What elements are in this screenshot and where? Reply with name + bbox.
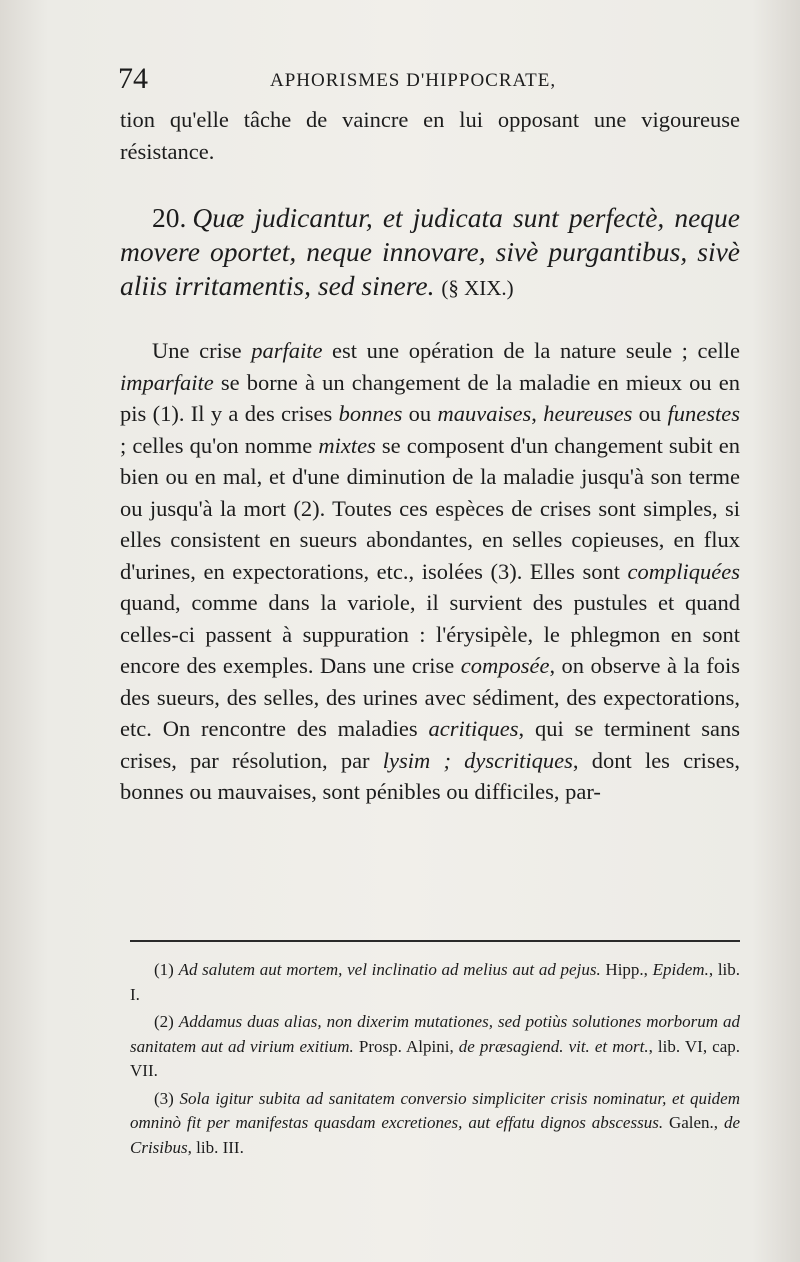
page-body	[120, 104, 740, 808]
footnote-3: (3) Sola igitur subita ad sanitatem conversio simpliciter crisis nominatur, et quidem omninò fit per manifestas quasdam excretiones, aut effatu dignos abscessus. Galen., de Crisibus, lib. III.	[130, 1088, 741, 1157]
footnote-2: (2) Addamus duas alias, non dixerim mutationes, sed potiùs solutiones morborum ad sanitatem aut ad virium exitium. Prosp. Alpini, de præsagiend. vit. et mort., lib. VI, cap. VII.	[130, 1012, 741, 1080]
page-number: 74	[118, 62, 148, 95]
footnotes	[130, 958, 740, 1163]
aphorism-reference: (§ XIX.)	[441, 276, 514, 300]
page-header	[118, 62, 738, 102]
running-title: APHORISMES D'HIPPOCRATE,	[270, 70, 557, 91]
aphorism-number: 20.	[152, 202, 187, 233]
footnote-1: (1) Ad salutem aut mortem, vel inclinatio ad melius aut ad pejus. Hipp., Epidem., lib. I.	[130, 960, 741, 1004]
carryover-text: tion qu'elle tâche de vaincre en lui opposant une vigoureuse résistance.	[120, 107, 740, 164]
footnote-rule	[130, 940, 740, 942]
aphorism-latin: Quæ judicantur, et judicata sunt perfectè, neque movere oportet, neque innovare, sivè purgantibus, sivè aliis irritamentis, sed sinere.	[120, 202, 740, 301]
aphorism	[120, 201, 740, 305]
commentary-paragraph: Une crise parfaite est une opération de la nature seule ; celle imparfaite se borne à un changement de la maladie en mieux ou en pis (1). Il y a des crises bonnes ou mauvaises, heureuses ou funestes ; celles qu'on nomme mixtes se composent d'un changement subit en bien ou en mal, et d'une diminution de la maladie jusqu'à son terme ou jusqu'à la mort (2). Toutes ces espèces de crises sont simples, si elles consistent en sueurs abondantes, en selles copieuses, en flux d'urines, en expectorations, etc., isolées (3). Elles sont compliquées quand, comme dans la variole, il survient des pustules et quand celles-ci passent à suppuration : l'érysipèle, le phlegmon en sont encore des exemples. Dans une crise composée, on observe à la fois des sueurs, des selles, des urines avec sédiment, des expectorations, etc. On rencontre des maladies acritiques, qui se terminent sans crises, par résolution, par lysim ; dyscritiques, dont les crises, bonnes ou mauvaises, sont pénibles ou difficiles, par-	[120, 338, 741, 804]
